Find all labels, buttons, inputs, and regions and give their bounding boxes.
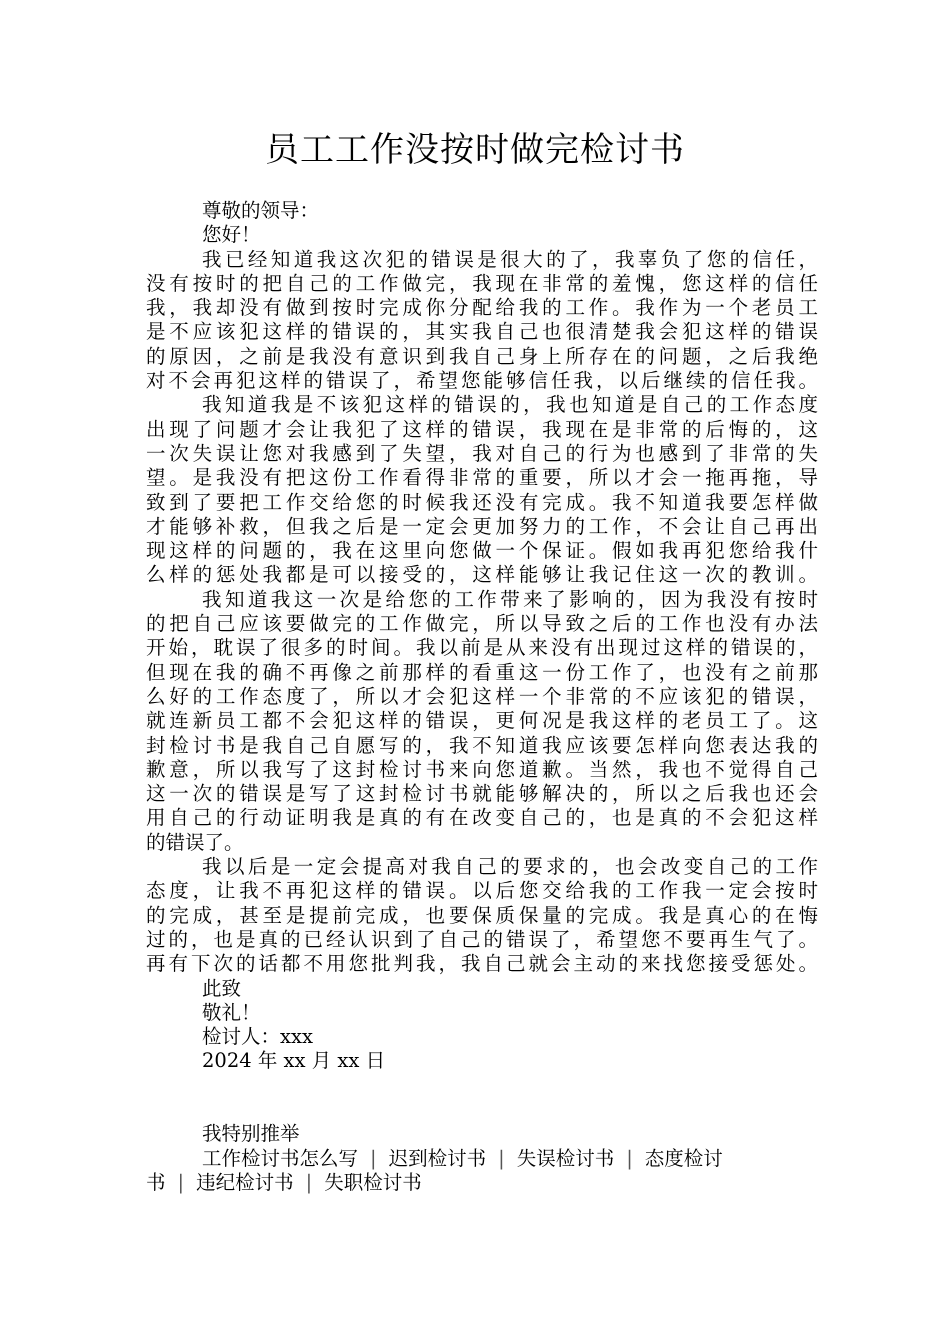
paragraph-3: [146, 588, 818, 855]
recommend-links: [146, 1147, 818, 1196]
paragraph-line: 的错误了。: [146, 830, 244, 854]
closing-line-1: 此致: [202, 976, 242, 1000]
link-late-review[interactable]: 迟到检讨书: [388, 1146, 487, 1170]
paragraph-line: 过的，也是真的已经认识到了自己的错误了，希望您不要再生气了。: [146, 927, 818, 951]
paragraph-line: 用自己的行动证明我是真的有在改变自己的，也是真的不会犯这样: [146, 806, 818, 830]
paragraph-line: 出现了问题才会让我犯了这样的错误，我现在是非常的后悔的，这: [146, 417, 818, 441]
paragraph-line: 我，我却没有做到按时完成你分配给我的工作。我作为一个老员工: [146, 296, 818, 320]
salutation: 尊敬的领导：: [202, 199, 320, 222]
link-mistake-review[interactable]: 失误检讨书: [516, 1146, 615, 1170]
paragraph-2: [146, 393, 818, 587]
paragraph-line: 么样的惩处我都是可以接受的，这样能够让我记住这一次的教训。: [146, 563, 818, 587]
greeting: 您好！: [202, 223, 261, 247]
paragraph-line: 一次失误让您对我感到了失望，我对自己的行为也感到了非常的失: [146, 441, 818, 465]
paragraph-line: 我以后是一定会提高对我自己的要求的，也会改变自己的工作: [202, 855, 818, 879]
link-separator: |: [626, 1146, 633, 1170]
signature: 检讨人：xxx: [202, 1025, 313, 1049]
link-dereliction-review[interactable]: 失职检讨书: [324, 1170, 422, 1194]
link-discipline-review[interactable]: 违纪检讨书: [196, 1170, 294, 1194]
closing-line-2: 敬礼！: [202, 1000, 261, 1024]
recommend-heading: 我特别推举: [202, 1122, 300, 1146]
link-separator: |: [305, 1170, 313, 1194]
link-separator: |: [177, 1170, 185, 1194]
recommend-links-row-2: [146, 1171, 818, 1195]
link-work-review[interactable]: 工作检讨书怎么写: [202, 1146, 359, 1170]
paragraph-line: 歉意，所以我写了这封检讨书来向您道歉。当然，我也不觉得自己: [146, 757, 818, 781]
document-title: 员工工作没按时做完检讨书: [265, 130, 685, 170]
paragraph-line: 没有按时的把自己的工作做完，我现在非常的羞愧，您这样的信任: [146, 271, 818, 295]
paragraph-line: 是不应该犯这样的错误的，其实我自己也很清楚我会犯这样的错误: [146, 320, 818, 344]
paragraph-line: 但现在我的确不再像之前那样的看重这一份工作了，也没有之前那: [146, 660, 818, 684]
date: 2024 年 xx 月 xx 日: [202, 1049, 386, 1073]
paragraph-line: 望。是我没有把这份工作看得非常的重要，所以才会一拖再拖，导: [146, 466, 818, 490]
paragraph-line: 再有下次的话都不用您批判我，我自己就会主动的来找您接受惩处。: [146, 952, 818, 976]
document-body: [146, 199, 818, 1195]
paragraph-line: 我知道我是不该犯这样的错误的，我也知道是自己的工作态度: [202, 393, 818, 417]
paragraph-line: 态度，让我不再犯这样的错误。以后您交给我的工作我一定会按时: [146, 879, 818, 903]
paragraph-line: 对不会再犯这样的错误了，希望您能够信任我，以后继续的信任我。: [146, 369, 818, 393]
paragraph-line: 么好的工作态度了，所以才会犯这样一个非常的不应该犯的错误，: [146, 684, 818, 708]
paragraph-line: 的完成，甚至是提前完成，也要保质保量的完成。我是真心的在悔: [146, 903, 818, 927]
paragraph-line: 的原因，之前是我没有意识到我自己身上所存在的问题，之后我绝: [146, 344, 818, 368]
paragraph-line: 我知道我这一次是给您的工作带来了影响的，因为我没有按时: [202, 587, 818, 611]
paragraph-line: 就连新员工都不会犯这样的错误，更何况是我这样的老员工了。这: [146, 709, 818, 733]
paragraph-line: 我已经知道我这次犯的错误是很大的了，我辜负了您的信任，: [202, 247, 818, 271]
paragraph-line: 的把自己应该要做完的工作做完，所以导致之后的工作也没有办法: [146, 612, 818, 636]
paragraph-line: 才能够补救，但我之后是一定会更加努力的工作，不会让自己再出: [146, 514, 818, 538]
spacer: [146, 1074, 818, 1123]
paragraph-line: 致到了要把工作交给您的时候我还没有完成。我不知道我要怎样做: [146, 490, 818, 514]
paragraph-line: 开始，耽误了很多的时间。我以前是从来没有出现过这样的错误的，: [146, 636, 818, 660]
paragraph-line: 现这样的问题的，我在这里向您做一个保证。假如我再犯您给我什: [146, 539, 818, 563]
paragraph-4: [146, 855, 818, 976]
paragraph-line: 这一次的错误是写了这封检讨书就能够解决的，所以之后我也还会: [146, 782, 818, 806]
recommend-links-row-1: [146, 1147, 818, 1171]
link-attitude-review-continued[interactable]: 书: [146, 1170, 166, 1194]
link-separator: |: [370, 1146, 377, 1170]
link-separator: |: [498, 1146, 505, 1170]
paragraph-1: [146, 248, 818, 394]
paragraph-line: 封检讨书是我自己自愿写的，我不知道我应该要怎样向您表达我的: [146, 733, 818, 757]
link-attitude-review[interactable]: 态度检讨: [644, 1146, 723, 1170]
